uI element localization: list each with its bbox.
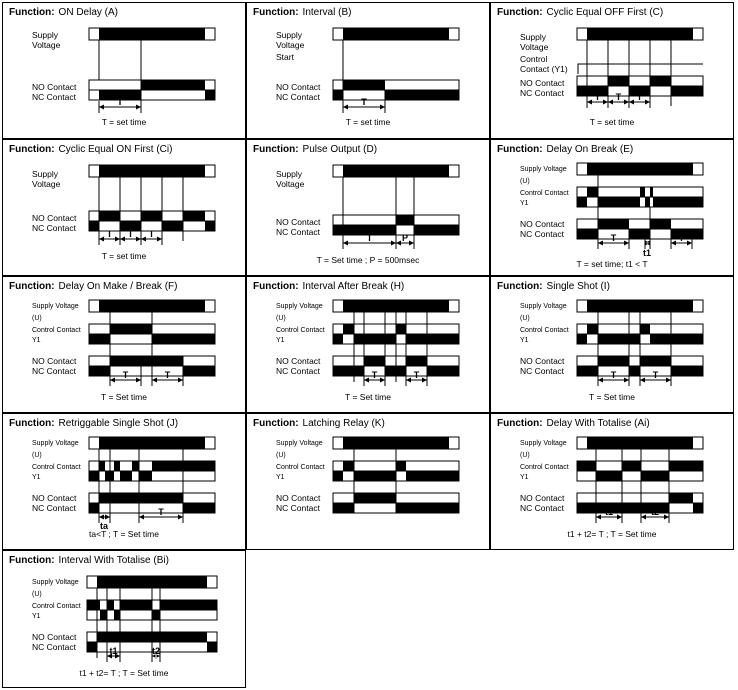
time-label: T [610, 233, 617, 243]
function-panel [491, 414, 734, 550]
function-panel [3, 414, 246, 550]
contact-bar-nc-segment [333, 225, 396, 235]
signal-label: Voltage [32, 40, 61, 50]
panel-title [9, 144, 172, 155]
function-panel [491, 277, 734, 413]
panel-title-function-label: Function: [9, 555, 55, 566]
signal-label: NO Contact [32, 213, 77, 223]
signal-label: Control Contact [32, 603, 81, 610]
signal-label: Supply Voltage [520, 303, 567, 310]
signal-label: Voltage [520, 42, 549, 52]
contact-bar-no-segment [99, 493, 183, 503]
time-label: T [371, 370, 378, 380]
signal-label: NC Contact [276, 92, 320, 102]
contact-bar-no-segment [141, 211, 162, 221]
signal-label: (U) [520, 452, 530, 459]
time-label: P [401, 233, 409, 243]
panel-title [253, 418, 385, 429]
time-label: T [127, 229, 134, 239]
control-bar-top-segment [343, 461, 354, 471]
supply-bar-segment [343, 300, 449, 312]
contact-bar-no-segment [608, 76, 629, 86]
control-bar-bottom-segment [653, 197, 703, 207]
contact-bar-nc-segment [577, 366, 598, 376]
panel-title [253, 281, 404, 292]
time-label: T [610, 370, 617, 380]
function-panel [491, 140, 734, 276]
control-bar-top-segment [587, 187, 598, 197]
control-bar-bottom-segment [139, 471, 152, 481]
signal-label: Supply Voltage [32, 440, 79, 447]
contact-bar-nc-segment [577, 86, 587, 96]
control-bar-top-segment [160, 600, 217, 610]
panel-note: ta<T ; T = Set time [89, 529, 159, 539]
panel-title-name: Interval After Break (H) [302, 281, 405, 292]
panel-title-name: Retriggable Single Shot (J) [58, 418, 179, 429]
panel-note: t1 + t2= T ; T = Set time [79, 668, 169, 678]
contact-bar-no-segment [183, 211, 205, 221]
supply-bar-segment [587, 163, 693, 175]
contact-bar-nc-segment [162, 221, 183, 231]
signal-label: NO Contact [32, 493, 77, 503]
panel-title-name: Delay On Make / Break (F) [58, 281, 178, 292]
function-panel [3, 3, 246, 139]
signal-label: NC Contact [276, 503, 320, 513]
time-label: T [366, 233, 373, 243]
panel-note: T = Set time ; P = 500msec [316, 255, 420, 265]
signal-label: NC Contact [520, 88, 564, 98]
signal-label: Supply Voltage [32, 579, 79, 586]
signal-label: Control Contact [276, 464, 325, 471]
contact-bar-nc-segment [671, 86, 703, 96]
signal-label: Y1 [520, 337, 529, 344]
signal-label: NO Contact [32, 82, 77, 92]
time-label: T [615, 92, 622, 102]
panel-title-function-label: Function: [253, 281, 299, 292]
time-label: t1 [604, 507, 614, 517]
panel-title-function-label: Function: [9, 281, 55, 292]
contact-bar-nc-segment [205, 90, 215, 100]
signal-label: NC Contact [520, 503, 564, 513]
contact-bar-nc-segment [183, 503, 215, 513]
signal-label: (U) [276, 452, 286, 459]
control-bar-top-segment [107, 600, 114, 610]
control-bar-bottom-segment [641, 471, 669, 481]
contact-bar-no [577, 76, 703, 86]
contact-bar-no-segment [396, 215, 414, 225]
time-label: T [636, 92, 643, 102]
signal-label: NO Contact [520, 493, 565, 503]
control-bar-top-segment [396, 324, 406, 334]
panel-title-name: Cyclic Equal ON First (Ci) [58, 144, 173, 155]
panel-title-name: Cyclic Equal OFF First (C) [546, 7, 664, 18]
time-label: T [148, 229, 155, 239]
contact-bar-nc-segment [396, 503, 459, 513]
panel-note: T = set time [589, 117, 635, 127]
signal-label: NC Contact [520, 229, 564, 239]
contact-bar-no-segment [364, 356, 385, 366]
signal-label: Control [520, 54, 548, 64]
contact-bar-no [577, 219, 703, 229]
supply-bar-segment [343, 28, 449, 40]
supply-bar-segment [99, 28, 205, 40]
panel-title [253, 144, 377, 155]
contact-bar-nc-segment [629, 366, 640, 376]
panel-title-function-label: Function: [253, 7, 299, 18]
signal-label: Voltage [32, 179, 61, 189]
control-bar-bottom-segment [114, 610, 120, 620]
signal-label: NO Contact [520, 78, 565, 88]
supply-bar-segment [343, 165, 449, 177]
time-label: T [164, 370, 171, 380]
control-bar-bottom-segment [645, 197, 650, 207]
panel-title-name: Latching Relay (K) [302, 418, 385, 429]
control-bar-top-segment [577, 461, 596, 471]
signal-label: NO Contact [276, 356, 321, 366]
contact-bar-no-segment [406, 356, 427, 366]
contact-bar-nc-segment [183, 366, 215, 376]
contact-bar-nc-segment [333, 503, 354, 513]
contact-bar-no-segment [99, 211, 120, 221]
control-bar-top-segment [640, 324, 650, 334]
signal-label: Supply [520, 32, 546, 42]
control-bar-bottom-segment [598, 197, 640, 207]
signal-label: (U) [32, 315, 42, 322]
panel-title [497, 418, 650, 429]
signal-label: Y1 [276, 337, 285, 344]
signal-label: NC Contact [32, 92, 76, 102]
signal-label: NO Contact [276, 217, 321, 227]
time-label-ta: ta [99, 521, 109, 531]
panel-title-name: Delay On Break (E) [546, 144, 634, 155]
contact-bar-no-segment [110, 356, 152, 366]
signal-label: Y1 [520, 200, 529, 207]
control-bar-top-segment [650, 187, 653, 197]
panel-title [9, 7, 118, 18]
contact-bar-nc-segment [693, 503, 703, 513]
contact-bar-nc-segment [671, 229, 703, 239]
signal-label: NO Contact [276, 493, 321, 503]
time-label: T [106, 229, 113, 239]
panel-title-name: Pulse Output (D) [302, 144, 378, 155]
control-bar-bottom-segment [152, 610, 160, 620]
contact-bar-nc-segment [89, 366, 110, 376]
contact-bar-nc-segment [87, 642, 97, 652]
contact-bar-nc-segment [414, 225, 459, 235]
signal-label: Supply Voltage [520, 440, 567, 447]
function-panel [247, 414, 490, 550]
panel-title [253, 7, 351, 18]
time-label: T [122, 370, 129, 380]
time-label: t2 [650, 507, 660, 517]
control-bar-top-segment [396, 461, 406, 471]
signal-label: NC Contact [32, 366, 76, 376]
panel-title-function-label: Function: [9, 7, 55, 18]
signal-label: NO Contact [520, 219, 565, 229]
panel-title-name: Single Shot (I) [546, 281, 610, 292]
contact-bar-nc-segment [207, 642, 217, 652]
function-panel [247, 140, 490, 276]
function-panel [491, 3, 734, 139]
contact-bar-no-segment [354, 493, 396, 503]
contact-bar-nc-segment [89, 221, 99, 231]
control-bar-bottom-segment [577, 197, 587, 207]
panel-title-name: Interval With Totalise (Bi) [58, 555, 169, 566]
function-panel [3, 140, 246, 276]
signal-label: Contact (Y1) [520, 64, 568, 74]
supply-bar-segment [99, 300, 205, 312]
panel-title-function-label: Function: [497, 144, 543, 155]
signal-label: Y1 [520, 474, 529, 481]
control-bar-bottom-segment [333, 334, 343, 344]
signal-label: (U) [32, 591, 42, 598]
control-bar-bottom-segment [89, 471, 99, 481]
control-bar-bottom-segment [596, 471, 622, 481]
signal-label: NC Contact [276, 227, 320, 237]
control-bar-top-segment [669, 461, 703, 471]
signal-label: Supply [276, 30, 302, 40]
signal-label: Voltage [276, 40, 305, 50]
panel-title-function-label: Function: [497, 7, 543, 18]
contact-bar-nc-segment [89, 503, 99, 513]
control-bar-bottom-segment [120, 471, 132, 481]
panel-title-function-label: Function: [253, 418, 299, 429]
signal-label: Supply [32, 30, 58, 40]
panel-title-function-label: Function: [497, 418, 543, 429]
panel-title [9, 281, 177, 292]
control-bar-top-segment [587, 324, 598, 334]
signal-label: Control Contact [32, 327, 81, 334]
signal-label: NC Contact [32, 642, 76, 652]
supply-bar-segment [97, 576, 207, 588]
signal-label: NC Contact [520, 366, 564, 376]
signal-label: Control Contact [520, 190, 569, 197]
panel-title-name: ON Delay (A) [58, 7, 118, 18]
contact-bar-nc-segment [577, 229, 598, 239]
contact-bar-nc-segment [671, 366, 703, 376]
control-bar-top-segment [99, 461, 105, 471]
control-bar-bottom-segment [598, 334, 640, 344]
control-bar-top-segment [343, 324, 354, 334]
signal-label: Y1 [32, 613, 41, 620]
panel-title [497, 144, 633, 155]
signal-label: Supply Voltage [32, 303, 79, 310]
signal-label: NO Contact [32, 632, 77, 642]
function-panel [247, 3, 490, 139]
panel-title-name: Interval (B) [302, 7, 352, 18]
signal-label: Control Contact [520, 327, 569, 334]
signal-label: NC Contact [276, 366, 320, 376]
time-label: T [413, 370, 420, 380]
contact-bar-nc-segment [333, 90, 343, 100]
panel-note: t1 + t2= T ; T = Set time [567, 529, 657, 539]
signal-label: Supply Voltage [276, 440, 323, 447]
control-bar-top-segment [622, 461, 641, 471]
time-label: T [117, 97, 123, 107]
control-bar-top-segment [120, 600, 152, 610]
contact-bar-no-segment [650, 219, 671, 229]
contact-bar-no-segment [669, 493, 693, 503]
panel-note: T = set time; t1 < T [576, 259, 648, 269]
contact-bar-nc-segment [205, 221, 215, 231]
signal-label: NO Contact [276, 82, 321, 92]
control-bar-top-segment [110, 324, 152, 334]
signal-label: (U) [520, 315, 530, 322]
signal-label: Supply [276, 169, 302, 179]
panel-note: T = Set time [345, 392, 391, 402]
signal-label: Y1 [32, 337, 41, 344]
panel-note: T = set time [101, 251, 147, 261]
panel-title [9, 418, 178, 429]
control-bar-bottom-segment [333, 471, 343, 481]
contact-bar-no-segment [343, 80, 385, 90]
contact-bar-no-segment [598, 219, 629, 229]
signal-label: Y1 [32, 474, 41, 481]
supply-bar-segment [587, 28, 693, 40]
signal-label: NO Contact [520, 356, 565, 366]
signal-label: Start [276, 52, 294, 62]
signal-label: Supply [32, 169, 58, 179]
contact-bar-nc-segment [629, 229, 650, 239]
supply-bar-segment [99, 165, 205, 177]
contact-bar-no-segment [598, 356, 629, 366]
control-bar-bottom-segment [354, 471, 396, 481]
control-bar-top-segment [114, 461, 120, 471]
signal-label: NC Contact [32, 503, 76, 513]
function-panel [3, 277, 246, 413]
control-bar-bottom-segment [100, 610, 107, 620]
signal-label: NC Contact [32, 223, 76, 233]
signal-label: (U) [32, 452, 42, 459]
time-label: T [678, 233, 685, 243]
time-label: t1 [109, 646, 118, 656]
panel-note: T = set time [345, 117, 391, 127]
control-bar-bottom-segment [406, 334, 459, 344]
signal-label: NO Contact [32, 356, 77, 366]
signal-label: (U) [276, 315, 286, 322]
time-label: T [158, 507, 164, 517]
panel-title-function-label: Function: [9, 144, 55, 155]
signal-label: Control Contact [520, 464, 569, 471]
function-panel [247, 277, 490, 413]
signal-label: Control Contact [32, 464, 81, 471]
contact-bar-no-segment [650, 76, 671, 86]
control-bar-top-segment [132, 461, 139, 471]
time-label-t1: t1 [642, 248, 652, 258]
control-bar-bottom-segment [152, 334, 215, 344]
contact-bar-no-segment [640, 356, 671, 366]
panel-title [497, 281, 610, 292]
panel-note: T = Set time [589, 392, 635, 402]
contact-bar-no-segment [141, 80, 205, 90]
time-label: t2 [151, 646, 161, 656]
signal-label: Supply Voltage [276, 303, 323, 310]
supply-bar-segment [587, 300, 693, 312]
function-panel [3, 551, 246, 688]
panel-title [9, 555, 169, 566]
panel-title [497, 7, 663, 18]
contact-bar-nc-segment [333, 366, 364, 376]
time-label: T [361, 97, 367, 107]
supply-bar-segment [99, 437, 205, 449]
panel-title-function-label: Function: [497, 281, 543, 292]
time-label: T [594, 92, 601, 102]
signal-label: Voltage [276, 179, 305, 189]
control-bar-bottom-segment [577, 334, 587, 344]
contact-bar-no-segment [152, 356, 183, 366]
control-bar-bottom-segment [89, 334, 110, 344]
control-bar-bottom-segment [406, 471, 459, 481]
contact-bar-nc-segment [427, 366, 459, 376]
supply-bar-segment [587, 437, 693, 449]
panel-title-function-label: Function: [253, 144, 299, 155]
contact-bar-nc-segment [385, 90, 459, 100]
signal-label: Y1 [276, 474, 285, 481]
signal-label: (U) [520, 178, 530, 185]
signal-label: Supply Voltage [520, 166, 567, 173]
signal-label: Control Contact [276, 327, 325, 334]
control-bar-bottom-segment [354, 334, 396, 344]
control-line [578, 64, 703, 74]
control-bar-bottom-segment [650, 334, 703, 344]
supply-bar-segment [343, 437, 449, 449]
panel-note: T = set time [101, 117, 147, 127]
control-bar-top-segment [87, 600, 100, 610]
time-label: T [652, 370, 659, 380]
panel-title-function-label: Function: [9, 418, 55, 429]
panel-note: T = Set time [101, 392, 147, 402]
control-bar-top-segment [640, 187, 645, 197]
panel-title-name: Delay With Totalise (Ai) [546, 418, 650, 429]
